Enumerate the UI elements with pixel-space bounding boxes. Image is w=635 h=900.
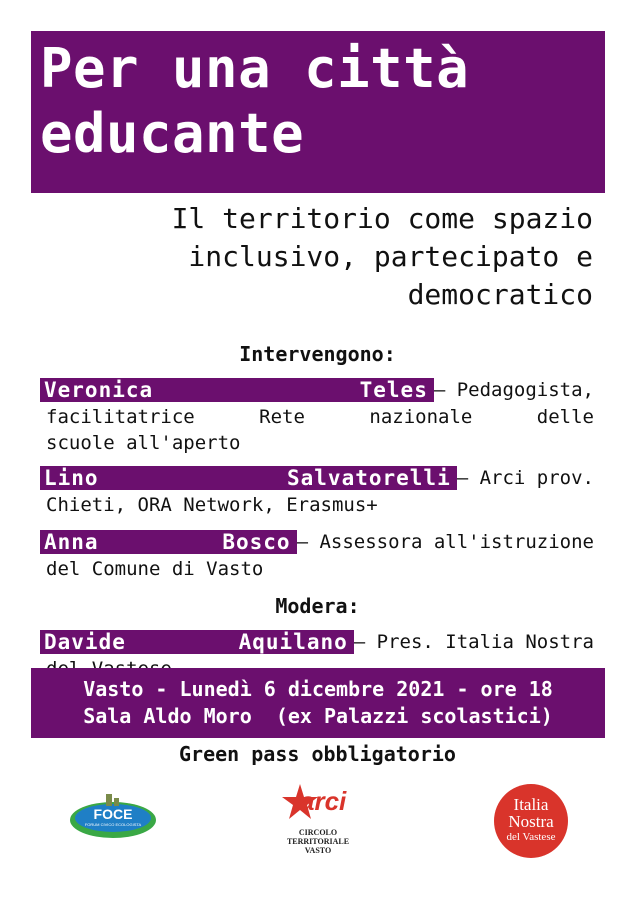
moderator-role: – Pres. Italia Nostra <box>353 631 594 653</box>
speaker-lino-salvatorelli <box>46 465 594 518</box>
italia-nostra-line-2: Nostra <box>508 812 554 831</box>
arci-logo-name: arci <box>300 786 347 816</box>
moderator-heading: Modera: <box>275 594 360 618</box>
moderator-name: Davide Aquilano <box>40 630 354 654</box>
event-date: Vasto - Lunedì 6 dicembre 2021 - ore 18 <box>83 677 553 701</box>
italia-nostra-text <box>494 796 568 844</box>
event-venue: Sala Aldo Moro (ex Palazzi scolastici) <box>83 704 553 728</box>
speakers-heading: Intervengono: <box>239 342 396 366</box>
subtitle-line-3: democratico <box>407 278 593 311</box>
subtitle-line-2: inclusivo, partecipato e <box>188 240 593 273</box>
speaker-name: Anna Bosco <box>40 530 297 554</box>
speaker-role: – Assessora all'istruzione <box>296 531 594 553</box>
moderator-line-1 <box>46 629 594 656</box>
speaker-anna-bosco <box>46 529 594 582</box>
speaker-name: Lino Salvatorelli <box>40 466 457 490</box>
speaker-line-2: Chieti, ORA Network, Erasmus+ <box>46 494 378 516</box>
arci-logo-caption <box>278 828 358 855</box>
foce-logo-subtitle: FORUM CIVICO ECOLOGISTA <box>84 822 142 827</box>
italia-nostra-line-1: Italia <box>513 795 549 814</box>
subtitle-line-1: Il territorio come spazio <box>171 202 593 235</box>
subtitle <box>33 200 593 314</box>
arci-caption-line-2: TERRITORIALE <box>286 837 350 846</box>
speaker-name: Veronica Teles <box>40 378 434 402</box>
arci-logo <box>278 782 358 862</box>
speaker-veronica-teles <box>46 377 594 456</box>
speaker-line-1 <box>46 377 594 404</box>
foce-logo-name: FOCE <box>93 806 133 822</box>
speaker-line-3: scuole all'aperto <box>46 432 241 454</box>
page-title <box>40 36 600 166</box>
title-line-1: Per una città <box>40 37 470 100</box>
event-info-banner <box>31 668 605 738</box>
speaker-role: – Arci prov. <box>456 467 594 489</box>
green-pass-notice: Green pass obbligatorio <box>179 742 456 766</box>
italia-nostra-logo <box>494 784 568 858</box>
speaker-line-2: del Comune di Vasto <box>46 558 264 580</box>
speaker-line-2: facilitatrice Rete nazionale delle <box>46 406 594 428</box>
italia-nostra-line-3: del Vastese <box>506 831 556 843</box>
speaker-role: – Pedagogista, <box>433 379 594 401</box>
foce-logo <box>68 790 158 840</box>
title-line-2: educante <box>40 102 305 165</box>
arci-caption-line-1: CIRCOLO <box>298 828 338 837</box>
speaker-line-1 <box>46 465 594 492</box>
arci-caption-line-3: VASTO <box>304 846 332 855</box>
speaker-line-1 <box>46 529 594 556</box>
